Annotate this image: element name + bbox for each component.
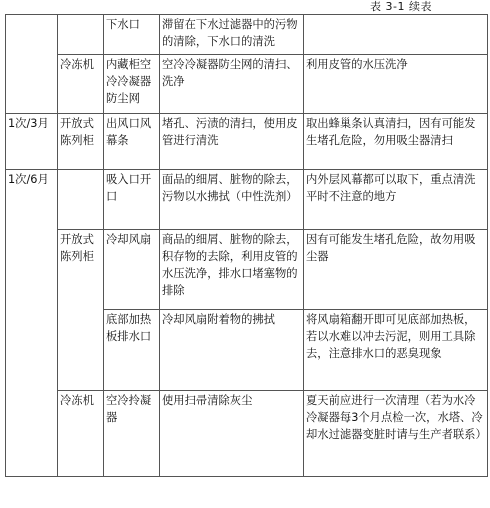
equip-cell: [58, 15, 104, 55]
freq-cell: [6, 15, 58, 114]
method-cell: 利用皮管的水压洗净: [304, 55, 488, 114]
part-cell: 底部加热板排水口: [104, 310, 160, 391]
table-row: [6, 391, 488, 477]
equip-cell: 冷冻机: [58, 391, 104, 477]
table-row: [6, 114, 488, 170]
content-cell: 面品的细屑、脏物的除去，污物以水拂拭（中性洗剂）: [160, 170, 304, 230]
content-cell: 堵孔、污渍的清扫，使用皮管进行清洗: [160, 114, 304, 170]
content-cell: 冷却风扇附着物的拂拭: [160, 310, 304, 391]
part-cell: 冷却风扇: [104, 230, 160, 310]
table-row: [6, 170, 488, 230]
part-cell: 内藏柜空冷冷凝器防尘网: [104, 55, 160, 114]
equip-cell: 开放式陈列柜: [58, 114, 104, 170]
equip-cell: 开放式陈列柜: [58, 230, 104, 391]
content-cell: 商品的细屑、脏物的除去，积存物的去除，利用皮管的水压洗净，排水口堵塞物的排除: [160, 230, 304, 310]
table-caption: 表 3-1 续表: [370, 0, 432, 13]
method-cell: 夏天前应进行一次清理（若为水冷冷凝器每3个月点检一次，水塔、冷却水过滤器变脏时请与生产者联系）: [304, 391, 488, 477]
method-cell: 因有可能发生堵孔危险，故勿用吸尘器: [304, 230, 488, 310]
content-cell: 使用扫帚清除灰尘: [160, 391, 304, 477]
equip-cell: [58, 170, 104, 230]
method-cell: 将风扇箱翻开即可见底部加热板，若以水难以冲去污泥，则用工具除去，注意排水口的恶臭现象: [304, 310, 488, 391]
table-row: [6, 15, 488, 55]
equip-cell: 冷冻机: [58, 55, 104, 114]
freq-cell: 1次/3月: [6, 114, 58, 170]
method-cell: [304, 15, 488, 55]
table-row: [6, 55, 488, 114]
freq-cell: 1次/6月: [6, 170, 58, 477]
table-row: [6, 230, 488, 310]
content-cell: 滞留在下水过滤器中的污物的清除，下水口的清洗: [160, 15, 304, 55]
part-cell: 出风口风幕条: [104, 114, 160, 170]
method-cell: 取出蜂巢条认真清扫，因有可能发生堵孔危险，勿用吸尘器清扫: [304, 114, 488, 170]
part-cell: 下水口: [104, 15, 160, 55]
part-cell: 吸入口开口: [104, 170, 160, 230]
method-cell: 内外层风幕都可以取下，重点清洗平时不注意的地方: [304, 170, 488, 230]
maintenance-table: [5, 14, 488, 477]
part-cell: 空冷拎凝器: [104, 391, 160, 477]
content-cell: 空冷冷凝器防尘网的清扫、洗净: [160, 55, 304, 114]
